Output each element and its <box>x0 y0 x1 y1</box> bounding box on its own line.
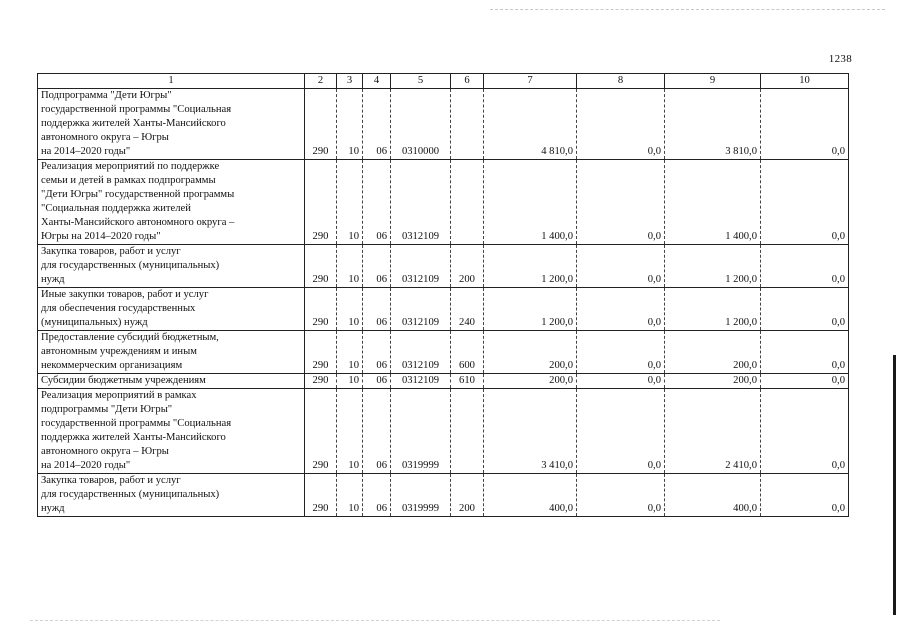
page-number: 1238 <box>828 53 852 65</box>
cell-col-7: 3 410,0 <box>484 389 577 474</box>
cell-col-5: 0312109 <box>391 374 451 389</box>
row-name-cell <box>38 389 305 474</box>
cell-col-10: 0,0 <box>761 288 849 331</box>
cell-col-2: 290 <box>305 374 337 389</box>
column-header-10: 10 <box>761 74 849 89</box>
cell-col-7: 200,0 <box>484 331 577 374</box>
cell-col-8: 0,0 <box>577 288 665 331</box>
row-name: Закупка товаров, работ и услуг для государственных (муниципальных) нужд <box>41 246 220 285</box>
cell-col-3: 10 <box>337 160 363 245</box>
cell-col-10: 0,0 <box>761 474 849 517</box>
cell-col-7: 1 200,0 <box>484 245 577 288</box>
cell-col-8: 0,0 <box>577 160 665 245</box>
cell-col-5: 0319999 <box>391 389 451 474</box>
cell-col-2: 290 <box>305 288 337 331</box>
row-name: Иные закупки товаров, работ и услуг для обеспечения государственных (муниципальных) нужд <box>41 289 209 328</box>
cell-col-3: 10 <box>337 389 363 474</box>
cell-col-8: 0,0 <box>577 331 665 374</box>
cell-col-4: 06 <box>363 389 391 474</box>
header-row <box>38 74 849 89</box>
cell-col-4: 06 <box>363 245 391 288</box>
column-header-7: 7 <box>484 74 577 89</box>
cell-col-9: 1 200,0 <box>665 288 761 331</box>
column-header-3: 3 <box>337 74 363 89</box>
cell-col-9: 3 810,0 <box>665 89 761 160</box>
cell-col-4: 06 <box>363 288 391 331</box>
cell-col-7: 4 810,0 <box>484 89 577 160</box>
cell-col-9: 200,0 <box>665 331 761 374</box>
cell-col-10: 0,0 <box>761 389 849 474</box>
cell-col-9: 200,0 <box>665 374 761 389</box>
cell-col-6: 240 <box>451 288 484 331</box>
scan-noise-top <box>490 9 885 10</box>
cell-col-10: 0,0 <box>761 160 849 245</box>
table-row <box>38 389 849 474</box>
table-row <box>38 89 849 160</box>
table-row <box>38 245 849 288</box>
cell-col-5: 0312109 <box>391 288 451 331</box>
table-row <box>38 374 849 389</box>
cell-col-4: 06 <box>363 474 391 517</box>
row-name-cell <box>38 374 305 389</box>
cell-col-3: 10 <box>337 374 363 389</box>
cell-col-2: 290 <box>305 160 337 245</box>
table-row <box>38 331 849 374</box>
cell-col-9: 1 200,0 <box>665 245 761 288</box>
row-name: Реализация мероприятий в рамках подпрограммы "Дети Югры" государственной программы "Социальная поддержка жителей Ханты-Мансийского автономного округа – Югры на 2014–2020 годы" <box>41 390 232 471</box>
cell-col-6 <box>451 160 484 245</box>
column-header-4: 4 <box>363 74 391 89</box>
cell-col-8: 0,0 <box>577 89 665 160</box>
row-name: Реализация мероприятий по поддержке семьи и детей в рамках подпрограммы "Дети Югры" государственной программы "Социальная поддержка жителей Ханты-Мансийского автономного округа – Югры на 2014–2020 годы" <box>41 161 235 242</box>
cell-col-6: 610 <box>451 374 484 389</box>
scan-edge-bar <box>893 355 896 615</box>
row-name: Субсидии бюджетным учреждениям <box>41 375 206 386</box>
row-name-cell <box>38 288 305 331</box>
cell-col-2: 290 <box>305 389 337 474</box>
row-name-cell <box>38 245 305 288</box>
column-header-6: 6 <box>451 74 484 89</box>
cell-col-6 <box>451 89 484 160</box>
cell-col-10: 0,0 <box>761 331 849 374</box>
column-header-1: 1 <box>38 74 305 89</box>
cell-col-2: 290 <box>305 474 337 517</box>
column-header-2: 2 <box>305 74 337 89</box>
row-name: Подпрограмма "Дети Югры" государственной программы "Социальная поддержка жителей Ханты-Мансийского автономного округа – Югры на 2014–2020 годы" <box>41 90 232 157</box>
cell-col-5: 0312109 <box>391 331 451 374</box>
cell-col-7: 400,0 <box>484 474 577 517</box>
cell-col-5: 0312109 <box>391 160 451 245</box>
scan-noise-bottom <box>30 620 720 621</box>
row-name: Закупка товаров, работ и услуг для государственных (муниципальных) нужд <box>41 475 220 514</box>
row-name-cell <box>38 160 305 245</box>
table-row <box>38 288 849 331</box>
cell-col-3: 10 <box>337 474 363 517</box>
column-header-9: 9 <box>665 74 761 89</box>
cell-col-8: 0,0 <box>577 389 665 474</box>
cell-col-6 <box>451 389 484 474</box>
cell-col-4: 06 <box>363 160 391 245</box>
row-name-cell <box>38 331 305 374</box>
table-row <box>38 474 849 517</box>
cell-col-6: 200 <box>451 474 484 517</box>
cell-col-3: 10 <box>337 245 363 288</box>
cell-col-8: 0,0 <box>577 245 665 288</box>
cell-col-9: 1 400,0 <box>665 160 761 245</box>
cell-col-8: 0,0 <box>577 374 665 389</box>
column-header-8: 8 <box>577 74 665 89</box>
cell-col-6: 200 <box>451 245 484 288</box>
cell-col-9: 2 410,0 <box>665 389 761 474</box>
cell-col-7: 200,0 <box>484 374 577 389</box>
cell-col-4: 06 <box>363 89 391 160</box>
budget-table <box>37 73 849 517</box>
cell-col-7: 1 400,0 <box>484 160 577 245</box>
cell-col-2: 290 <box>305 89 337 160</box>
cell-col-5: 0312109 <box>391 245 451 288</box>
cell-col-5: 0310000 <box>391 89 451 160</box>
cell-col-10: 0,0 <box>761 89 849 160</box>
cell-col-3: 10 <box>337 331 363 374</box>
cell-col-7: 1 200,0 <box>484 288 577 331</box>
table-row <box>38 160 849 245</box>
cell-col-4: 06 <box>363 331 391 374</box>
cell-col-2: 290 <box>305 245 337 288</box>
cell-col-3: 10 <box>337 288 363 331</box>
cell-col-4: 06 <box>363 374 391 389</box>
cell-col-6: 600 <box>451 331 484 374</box>
row-name: Предоставление субсидий бюджетным, автономным учреждениям и иным некоммерческим организациям <box>41 332 219 371</box>
cell-col-5: 0319999 <box>391 474 451 517</box>
cell-col-8: 0,0 <box>577 474 665 517</box>
cell-col-2: 290 <box>305 331 337 374</box>
row-name-cell <box>38 474 305 517</box>
cell-col-10: 0,0 <box>761 374 849 389</box>
cell-col-9: 400,0 <box>665 474 761 517</box>
cell-col-10: 0,0 <box>761 245 849 288</box>
cell-col-3: 10 <box>337 89 363 160</box>
row-name-cell <box>38 89 305 160</box>
column-header-5: 5 <box>391 74 451 89</box>
